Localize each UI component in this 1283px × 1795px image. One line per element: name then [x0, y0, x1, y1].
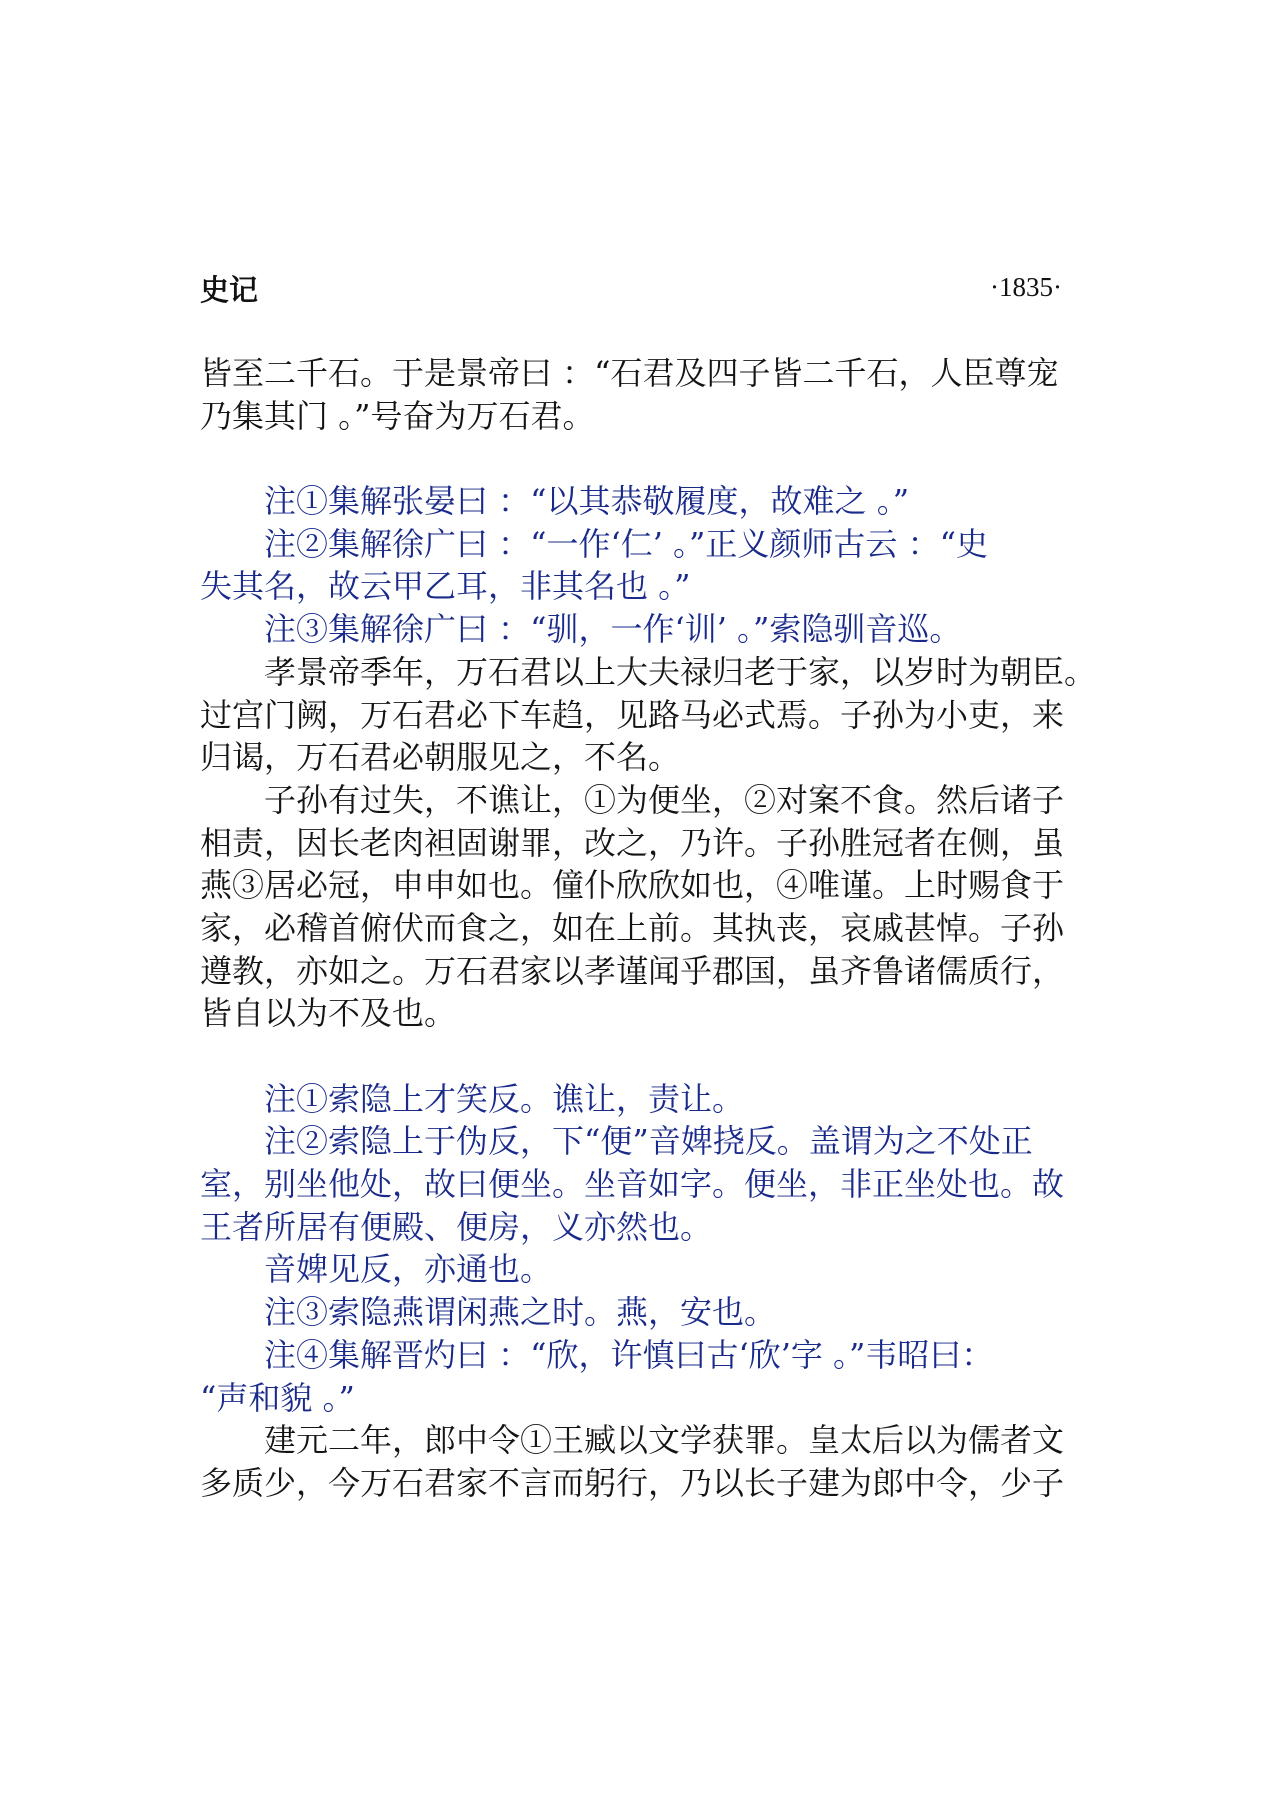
text-line: 皆至二千石。于是景帝曰 ：“石君及四子皆二千石，人臣尊宠 [200, 354, 1059, 392]
annotation-line: “声和貌 。” [200, 1378, 355, 1417]
text-line: 皆自以为不及也。 [200, 994, 457, 1033]
text-line: 孝景帝季年，万石君以上大夫禄归老于家，以岁时为朝臣。 [264, 652, 1097, 691]
annotation-line: 注①索隐上才笑反。谯让，责让。 [264, 1079, 745, 1118]
text-line: 相责，因长老肉袒固谢罪，改之，乃许。子孙胜冠者在侧，虽 [200, 823, 1065, 862]
text-line: 多质少，今万石君家不言而躬行，乃以长子建为郎中令，少子 [200, 1463, 1065, 1502]
annotation-line: 王者所居有便殿、便房，义亦然也。 [200, 1207, 713, 1246]
text-line: 建元二年，郎中令①王臧以文学获罪。皇太后以为儒者文 [264, 1421, 1065, 1460]
annotation-line: 失其名，故云甲乙耳，非其名也 。” [200, 567, 691, 606]
text-line: 燕③居必冠，申申如也。僮仆欣欣如也，④唯谨。上时赐食于 [200, 866, 1065, 905]
text-line: 家，必稽首俯伏而食之，如在上前。其执丧，哀戚甚悼。子孙 [200, 908, 1065, 947]
page-number: ·1835· [990, 272, 1062, 302]
annotation-line: 注②集解徐广曰 ：“一作‘仁’ 。”正义颜师古云 ：“史 [264, 524, 988, 563]
annotation-line: 注③索隐燕谓闲燕之时。燕，安也。 [264, 1293, 777, 1332]
annotation-line: 室，别坐他处，故曰便坐。坐音如字。便坐，非正坐处也。故 [200, 1165, 1065, 1204]
body-text [200, 352, 1095, 1505]
annotation-line: 注④集解晋灼曰 ：“欣，许慎曰古‘欣’字 。”韦昭曰： [264, 1335, 994, 1374]
text-line: 乃集其门 。”号奋为万石君。 [200, 396, 595, 435]
annotation-line: 音婢见反，亦通也。 [264, 1250, 553, 1289]
annotation-line: 注②索隐上于伪反，下“便”音婢挠反。盖谓为之不处正 [264, 1122, 1033, 1161]
text-line: 子孙有过失，不谯让，①为便坐，②对案不食。然后诸子 [264, 780, 1065, 819]
text-line: 归谒，万石君必朝服见之，不名。 [200, 738, 681, 777]
blank-line [200, 1035, 1095, 1078]
text-line: 遵教，亦如之。万石君家以孝谨闻乎郡国，虽齐鲁诸儒质行， [200, 951, 1065, 990]
annotation-line: 注①集解张晏曰 ：“以其恭敬履度，故难之 。” [264, 482, 910, 521]
running-header-title: 史记 [200, 273, 259, 307]
blank-line [200, 437, 1095, 480]
text-line: 过宫门阙，万石君必下车趋，见路马必式焉。子孙为小吏，来 [200, 695, 1065, 734]
annotation-line: 注③集解徐广曰 ：“驯，一作‘训’ 。”索隐驯音巡。 [264, 610, 962, 649]
